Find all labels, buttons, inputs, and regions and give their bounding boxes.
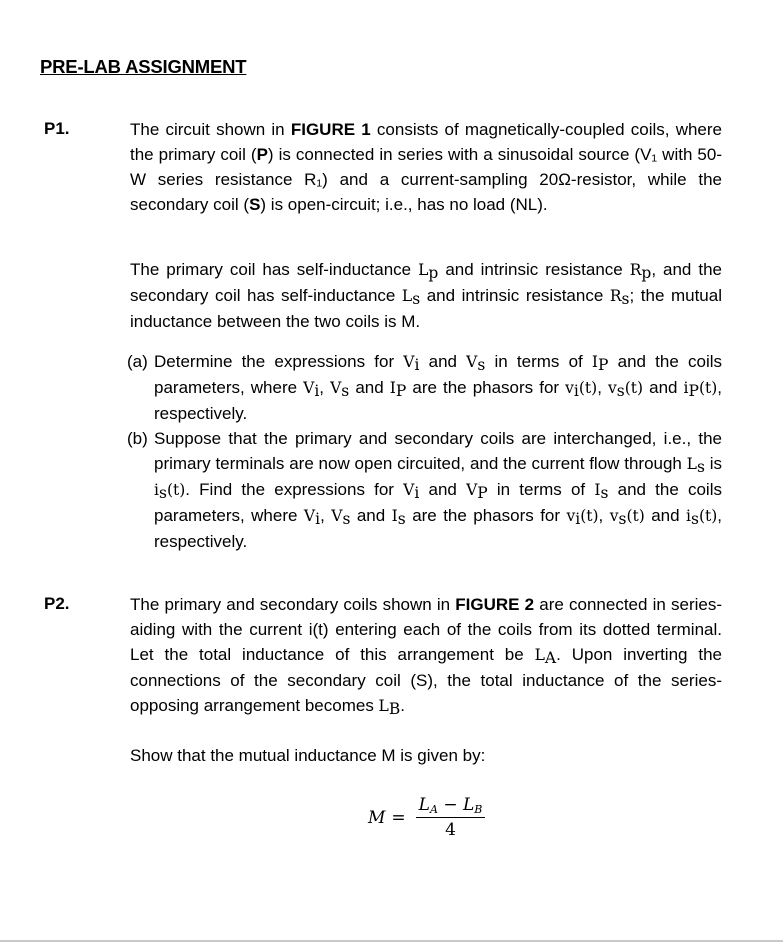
formula-lhs: M [368, 807, 386, 828]
page-heading: PRE-LAB ASSIGNMENT [40, 56, 247, 77]
formula-numerator: $L_A - L_B$ [416, 795, 486, 818]
problem-1-paragraph-1: The circuit shown in FIGURE 1 consists of magnetically-coupled coils, where the primary coil (P) is connected in series with a sinusoidal source (V₁ with 50-W series resistance R₁) and a current-sampling 20Ω-resistor, while the secondary coil (S) is open-circuit; i.e., has no load (NL). [130, 120, 723, 214]
subpart-b: (b) Suppose that the primary and secondary coils are interchanged, i.e., the primary terminals are now open circuited, and the current flow through $L_s$ is $i_s(t)$. Find the expressions for $V_i$ and $V_P$ in terms of $I_s$ and the coils parameters, where $V_i$, $V_s$ and $I_s$ are the phasors for $v_i(t)$, $v_s(t)$ and $i_s(t)$, respectively. [130, 426, 722, 554]
problem-2-label: P2. [44, 594, 70, 613]
formula-denominator: 4 [445, 820, 456, 840]
subpart-a: (a) Determine the expressions for $V_i$ and $V_s$ in terms of $I_P$ and the coils parameters, where $V_i$, $V_s$ and $I_P$ are the phasors for $v_i(t)$, $v_s(t)$ and $i_P(t)$, respectively. [130, 349, 722, 426]
formula-fraction [416, 795, 486, 840]
mutual-inductance-formula [368, 795, 485, 840]
subpart-b-label: (b) [127, 429, 148, 448]
problem-1-subparts [127, 349, 723, 554]
problem-2-paragraph-1: The primary and secondary coils shown in FIGURE 2 are connected in series-aiding with the current i(t) entering each of the coils from its dotted terminal. Let the total inductance of this arrangement be $L_A$. Upon inverting the connections of the secondary coil (S), the total inductance of the series-opposing arrangement becomes $L_B$. [130, 595, 723, 718]
problem-2-paragraph-2: Show that the mutual inductance M is given by: [130, 746, 486, 765]
problem-1-label: P1. [44, 119, 70, 138]
subpart-a-label: (a) [127, 352, 148, 371]
formula-equals: = [391, 807, 406, 828]
problem-1-paragraph-2: The primary coil has self-inductance $L_p$ and intrinsic resistance $R_p$, and the secondary coil has self-inductance $L_s$ and intrinsic resistance $R_s$; the mutual inductance between the two coils is M. [130, 260, 722, 331]
